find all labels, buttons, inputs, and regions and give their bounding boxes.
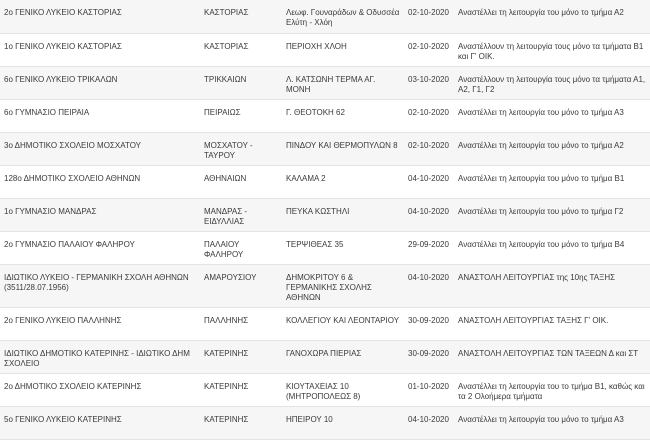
note-cell: Αναστέλλει τη λειτουργία του μόνο το τμήμα Α2: [458, 8, 624, 17]
table-row: [0, 373, 650, 406]
table-row: [0, 406, 650, 439]
address-cell: ΚΟΛΛΕΓΙΟΥ ΚΑΙ ΛΕΟΝΤΑΡΙΟΥ: [286, 315, 400, 325]
note-cell: Αναστέλλει τη λειτουργία του μόνο το τμήμα Β4: [458, 239, 625, 249]
date-cell: 04-10-2020: [408, 173, 449, 183]
area-cell: ΚΑΣΤΟΡΙΑΣ: [204, 41, 249, 51]
area-cell: ΚΑΤΕΡΙΝΗΣ: [204, 414, 249, 424]
note-cell: ΑΝΑΣΤΟΛΗ ΛΕΙΤΟΥΡΓΙΑΣ της 10ης ΤΑΞΗΣ: [458, 272, 616, 282]
date-cell: 04-10-2020: [408, 414, 449, 424]
address-cell: ΚΑΛΑΜΑ 2: [286, 173, 326, 183]
school-cell: 2ο ΓΥΜΝΑΣΙΟ ΠΑΛΑΙΟΥ ΦΑΛΗΡΟΥ: [4, 239, 135, 249]
table-row: [0, 264, 650, 307]
table-row: [0, 99, 650, 132]
date-cell: 02-10-2020: [408, 140, 449, 150]
address-cell: ΓΑΝΟΧΩΡΑ ΠΙΕΡΙΑΣ: [286, 348, 362, 358]
date-cell: 04-10-2020: [408, 206, 449, 216]
school-cell: 128ο ΔΗΜΟΤΙΚΟ ΣΧΟΛΕΙΟ ΑΘΗΝΩΝ: [4, 173, 141, 183]
area-cell: ΚΑΣΤΟΡΙΑΣ: [204, 8, 249, 17]
date-cell: 02-10-2020: [408, 8, 449, 17]
date-cell: 02-10-2020: [408, 41, 449, 51]
school-cell: 2ο ΓΕΝΙΚΟ ΛΥΚΕΙΟ ΚΑΣΤΟΡΙΑΣ: [4, 8, 122, 17]
table-row: [0, 66, 650, 99]
area-cell: ΠΕΙΡΑΙΩΣ: [204, 107, 241, 117]
table-row: [0, 198, 650, 231]
area-cell: ΑΘΗΝΑΙΩΝ: [204, 173, 247, 183]
address-cell: Γ. ΘΕΟΤΟΚΗ 62: [286, 107, 345, 117]
date-cell: 03-10-2020: [408, 74, 449, 84]
address-cell: ΤΕΡΨΙΘΕΑΣ 35: [286, 239, 344, 249]
address-cell: ΔΗΜΟΚΡΙΤΟΥ 6 & ΓΕΡΜΑΝΙΚΗΣ ΣΧΟΛΗΣ ΑΘΗΝΩΝ: [286, 272, 372, 302]
note-cell: Αναστέλλουν τη λειτουργία τους μόνο τα τμήματα Β1 και Γ' ΟΙΚ.: [458, 41, 644, 61]
school-cell: 1ο ΓΕΝΙΚΟ ΛΥΚΕΙΟ ΚΑΣΤΟΡΙΑΣ: [4, 41, 122, 51]
address-cell: ΠΕΥΚΑ ΚΩΣΤΗΛΙ: [286, 206, 350, 216]
note-cell: ΑΝΑΣΤΟΛΗ ΛΕΙΤΟΥΡΓΙΑΣ ΤΩΝ ΤΑΞΕΩΝ Δ και ΣΤ: [458, 348, 639, 358]
area-cell: ΚΑΤΕΡΙΝΗΣ: [204, 381, 249, 391]
date-cell: 29-09-2020: [408, 239, 449, 249]
table-row: [0, 0, 650, 33]
date-cell: 04-10-2020: [408, 272, 449, 282]
school-cell: 6ο ΓΥΜΝΑΣΙΟ ΠΕΙΡΑΙΑ: [4, 107, 90, 117]
school-cell: ΙΔΙΩΤΙΚΟ ΔΗΜΟΤΙΚΟ ΚΑΤΕΡΙΝΗΣ - ΙΔΙΩΤΙΚΟ ΔΗΜ ΣΧΟΛΕΙΟ: [4, 348, 190, 368]
date-cell: 30-09-2020: [408, 348, 449, 358]
table-row: [0, 307, 650, 340]
address-cell: ΗΠΕΙΡΟΥ 10: [286, 414, 333, 424]
note-cell: Αναστέλλει τη λειτουργία του μόνο το τμήμα Α3: [458, 107, 624, 117]
date-cell: 01-10-2020: [408, 381, 449, 391]
school-cell: ΙΔΙΩΤΙΚΟ ΛΥΚΕΙΟ - ΓΕΡΜΑΝΙΚΗ ΣΧΟΛΗ ΑΘΗΝΩΝ (3511/28.07.1956): [4, 272, 189, 292]
school-cell: 2ο ΓΕΝΙΚΟ ΛΥΚΕΙΟ ΠΑΛΛΗΝΗΣ: [4, 315, 122, 325]
note-cell: Αναστέλλει τη λειτουργία του μόνο το τμήμα Γ2: [458, 206, 624, 216]
table-row: [0, 340, 650, 373]
address-cell: ΠΙΝΔΟΥ ΚΑΙ ΘΕΡΜΟΠΥΛΩΝ 8: [286, 140, 398, 150]
address-cell: Λ. ΚΑΤΣΩΝΗ ΤΕΡΜΑ ΑΓ. ΜΟΝΗ: [286, 74, 376, 94]
note-cell: ΑΝΑΣΤΟΛΗ ΛΕΙΤΟΥΡΓΙΑΣ ΤΑΞΗΣ Γ' ΟΙΚ.: [458, 315, 609, 325]
note-cell: Αναστέλλει τη λειτουργία του μόνο το τμήμα Β1: [458, 173, 625, 183]
note-cell: Αναστέλλει τη λειτουργία του μόνο το τμήμα Α2: [458, 140, 624, 150]
area-cell: ΜΟΣΧΑΤΟΥ - ΤΑΥΡΟΥ: [204, 140, 253, 160]
school-cell: 5ο ΓΕΝΙΚΟ ΛΥΚΕΙΟ ΚΑΤΕΡΙΝΗΣ: [4, 414, 122, 424]
address-cell: Λεωφ. Γουναράδων & Οδυσσέα Ελύτη - Χλόη: [286, 8, 400, 27]
school-cell: 1ο ΓΥΜΝΑΣΙΟ ΜΑΝΔΡΑΣ: [4, 206, 97, 216]
table-row: [0, 33, 650, 66]
area-cell: ΚΑΤΕΡΙΝΗΣ: [204, 348, 249, 358]
note-cell: Αναστέλλουν τη λειτουργία τους μόνο τα τμήματα Α1, Α2, Γ1, Γ2: [458, 74, 646, 94]
note-cell: Αναστέλλει τη λειτουργία του μόνο το τμήμα Α3: [458, 414, 624, 424]
area-cell: ΠΑΛΛΗΝΗΣ: [204, 315, 249, 325]
area-cell: ΠΑΛΑΙΟΥ ΦΑΛΗΡΟΥ: [204, 239, 244, 259]
school-cell: 3ο ΔΗΜΟΤΙΚΟ ΣΧΟΛΕΙΟ ΜΟΣΧΑΤΟΥ: [4, 140, 141, 150]
table-row: [0, 132, 650, 165]
date-cell: 02-10-2020: [408, 107, 449, 117]
school-cell: 6ο ΓΕΝΙΚΟ ΛΥΚΕΙΟ ΤΡΙΚΑΛΩΝ: [4, 74, 118, 84]
school-cell: 2ο ΔΗΜΟΤΙΚΟ ΣΧΟΛΕΙΟ ΚΑΤΕΡΙΝΗΣ: [4, 381, 142, 391]
area-cell: ΑΜΑΡΟΥΣΙΟΥ: [204, 272, 257, 282]
note-cell: Αναστέλλει τη λειτουργία του το τμήμα Β1, καθώς και τα 2 Ολοήμερα τμήματα: [458, 381, 645, 401]
date-cell: 30-09-2020: [408, 315, 449, 325]
address-cell: ΚΙΟΥΤΑΧΕΙΑΣ 10 (ΜΗΤΡΟΠΟΛΕΩΣ 8): [286, 381, 361, 401]
address-cell: ΠΕΡΙΟΧΗ ΧΛΟΗ: [286, 41, 347, 51]
table-row: [0, 231, 650, 264]
area-cell: ΤΡΙΚΚΑΙΩΝ: [204, 74, 247, 84]
area-cell: ΜΑΝΔΡΑΣ - ΕΙΔΥΛΛΙΑΣ: [204, 206, 248, 226]
table-row: [0, 165, 650, 198]
